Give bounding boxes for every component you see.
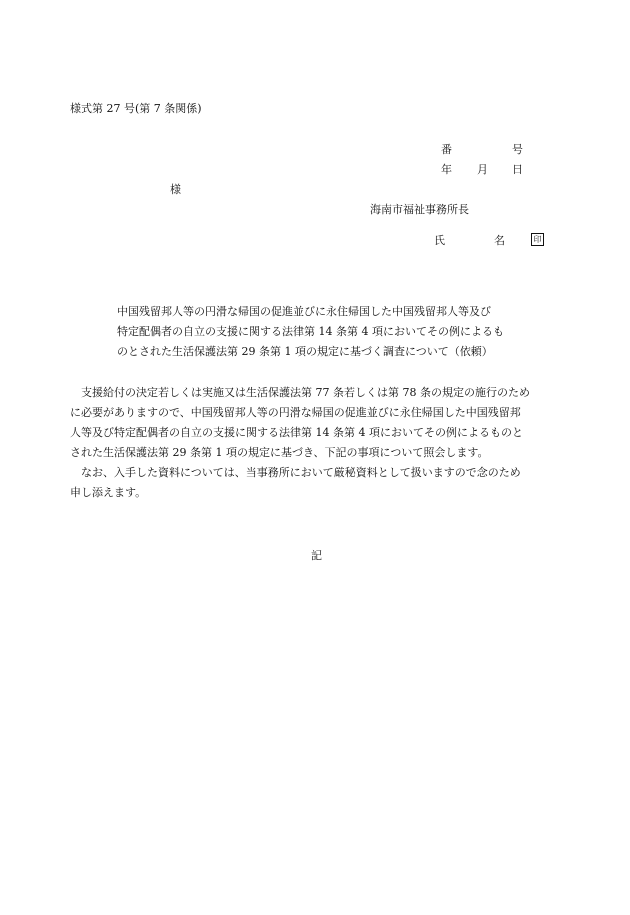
subject-line: 特定配偶者の自立の支援に関する法律第 14 条第 4 項においてその例によるも xyxy=(117,325,504,338)
ki-heading: 記 xyxy=(311,549,322,562)
number-suffix-label: 号 xyxy=(512,143,523,156)
form-number: 様式第 27 号(第 7 条関係) xyxy=(70,102,202,115)
year-label: 年 xyxy=(441,163,452,176)
body-line: なお、入手した資料については、当事務所において厳秘資料として扱いますので念のため xyxy=(70,466,521,479)
addressee-suffix: 様 xyxy=(170,183,181,196)
body-paragraphs xyxy=(70,383,565,503)
subject-line: 中国残留邦人等の円滑な帰国の促進並びに永住帰国した中国残留邦人等及び xyxy=(117,305,491,318)
subject-block xyxy=(117,302,527,362)
day-label: 日 xyxy=(512,163,523,176)
seal-mark: 印 xyxy=(531,233,544,246)
subject-line: のとされた生活保護法第 29 条第 1 項の規定に基づく調査について（依頼） xyxy=(117,345,493,358)
body-line: 支援給付の決定若しくは実施又は生活保護法第 77 条若しくは第 78 条の規定の施行のため xyxy=(70,386,530,399)
body-line: に必要がありますので、中国残留邦人等の円滑な帰国の促進並びに永住帰国した中国残留邦 xyxy=(70,406,521,419)
month-label: 月 xyxy=(477,163,488,176)
body-line: 申し添えます。 xyxy=(70,486,147,499)
number-label: 番 xyxy=(441,143,452,156)
sender-name-label: 名 xyxy=(494,234,505,247)
body-line: 人等及び特定配偶者の自立の支援に関する法律第 14 条第 4 項においてその例によるものと xyxy=(70,426,523,439)
body-line: された生活保護法第 29 条第 1 項の規定に基づき、下記の事項について照会します。 xyxy=(70,446,489,459)
sender-office: 海南市福祉事務所長 xyxy=(370,203,469,216)
sender-surname-label: 氏 xyxy=(434,234,445,247)
